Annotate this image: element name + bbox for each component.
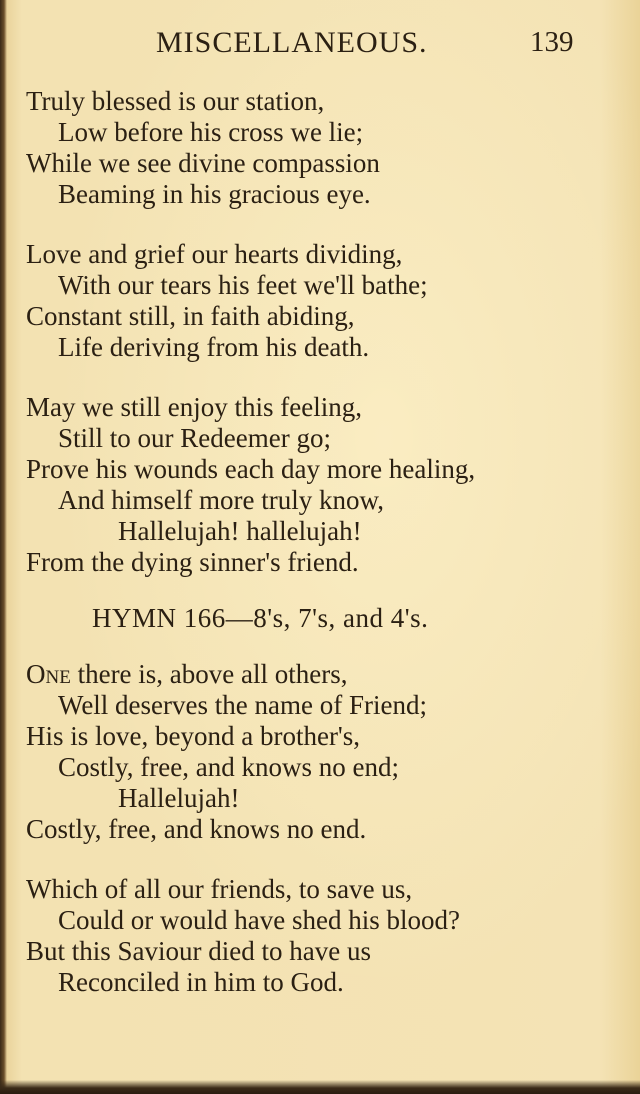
verse-line: Reconciled in him to God.: [58, 967, 344, 997]
verse-line: Costly, free, and knows no end;: [58, 752, 399, 782]
verse-line: Well deserves the name of Friend;: [58, 690, 427, 720]
page-number: 139: [530, 26, 574, 58]
stanza: [26, 392, 626, 578]
verse-line: Truly blessed is our station,: [26, 86, 325, 116]
stanza-gap: [26, 210, 626, 239]
verse-line: Still to our Redeemer go;: [58, 423, 331, 453]
verse-line: Love and grief our hearts dividing,: [26, 239, 403, 269]
stanza: [26, 86, 626, 210]
verse-line: May we still enjoy this feeling,: [26, 392, 362, 422]
verse-line-rest: there is, above all others,: [70, 659, 348, 689]
verse-line: From the dying sinner's friend.: [26, 547, 359, 577]
hymn-text: [26, 86, 626, 998]
book-spine-shadow: [0, 0, 7, 1094]
verse-line: Low before his cross we lie;: [58, 117, 364, 147]
verse-line: Costly, free, and knows no end.: [26, 814, 367, 844]
hymn-title: HYMN 166—8's, 7's, and 4's.: [92, 603, 429, 633]
page-header: [0, 26, 640, 66]
verse-line: With our tears his feet we'll bathe;: [58, 270, 428, 300]
verse-line: Prove his wounds each day more healing,: [26, 454, 476, 484]
verse-line: Could or would have shed his blood?: [58, 905, 460, 935]
drop-word: One: [26, 659, 71, 689]
verse-line: Life deriving from his death.: [58, 332, 370, 362]
section-gap: [26, 578, 626, 603]
running-head: MISCELLANEOUS.: [156, 26, 428, 59]
stanza: [26, 239, 626, 363]
stanza-gap: [26, 845, 626, 874]
verse-line: Beaming in his gracious eye.: [58, 179, 371, 209]
stanza: [26, 874, 626, 998]
stanza: [26, 659, 626, 845]
verse-line: And himself more truly know,: [58, 485, 384, 515]
verse-line: [26, 659, 626, 690]
verse-line: His is love, beyond a brother's,: [26, 721, 361, 751]
verse-line: Hallelujah! hallelujah!: [118, 516, 362, 546]
verse-line: Constant still, in faith abiding,: [26, 301, 355, 331]
page-bottom-edge: [0, 1080, 640, 1094]
verse-line: Hallelujah!: [118, 783, 240, 813]
verse-line: But this Saviour died to have us: [26, 936, 371, 966]
verse-line: Which of all our friends, to save us,: [26, 874, 413, 904]
verse-line: While we see divine compassion: [26, 148, 380, 178]
stanza-gap: [26, 363, 626, 392]
section-gap: [26, 634, 626, 659]
